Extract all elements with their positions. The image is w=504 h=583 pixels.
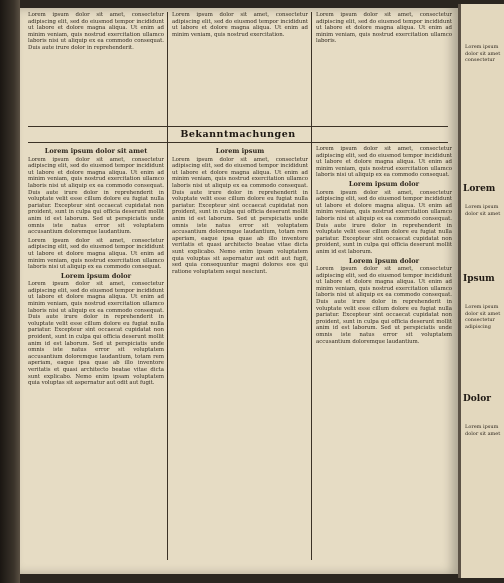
column-1-notice-2-text: Lorem ipsum dolor sit amet, consectetur adipiscing elit, sed do eiusmod tempor incididunt ut labore et dolore magna aliqua. Ut enim ad minim veniam, quis nostrud exercitation ullamco laboris nisi ut aliquip ex ea commodo consequat. (28, 237, 164, 271)
column-1-notice-1-text: Lorem ipsum dolor sit amet, consectetur adipiscing elit, sed do eiusmod tempor incididunt ut labore et dolore magna aliqua. Ut enim ad minim veniam, quis nostrud exercitation ullamco laboris nisi ut aliquip ex ea commodo consequat. Duis aute irure dolor in reprehenderit in voluptate velit esse cillum dolore eu fugiat nulla pariatur. Excepteur sint occaecat cupidatat non proident, sunt in culpa qui officia deserunt mollit anim id est laborum. Sed ut perspiciatis unde omnis iste natus error sit voluptatem accusantium doloremque laudantium. (28, 156, 164, 236)
edge-text-1: Lorem ipsum dolor sit amet consectetur (465, 44, 501, 63)
edge-heading-2: Ipsum (463, 274, 495, 284)
column-2-notice-1-text: Lorem ipsum dolor sit amet, consectetur adipiscing elit, sed do eiusmod tempor incididunt ut labore et dolore magna aliqua. Ut enim ad minim veniam, quis nostrud exercitation ullamco laboris nisi ut aliquip ex ea commodo consequat. Duis aute irure dolor in reprehenderit in voluptate velit esse cillum dolore eu fugiat nulla pariatur. Excepteur sint occaecat cupidatat non proident, sunt in culpa qui officia deserunt mollit anim id est laborum. Sed ut perspiciatis unde omnis iste natus error sit voluptatem accusantium doloremque laudantium, totam rem aperiam, eaque ipsa quae ab illo inventore veritatis et quasi architecto beatae vitae dicta sunt explicabo. Nemo enim ipsam voluptatem quia voluptas sit aspernatur aut odit aut fugit, sed quia consequuntur magni dolores eos qui ratione voluptatem sequi nesciunt. (172, 156, 308, 275)
column-1-notice-1-heading: Lorem ipsum dolor sit amet (44, 147, 148, 155)
column-3-notice-3-text: Lorem ipsum dolor sit amet, consectetur adipiscing elit, sed do eiusmod tempor incididunt ut labore et dolore magna aliqua. Ut enim ad minim veniam, quis nostrud exercitation ullamco laboris nisi ut aliquip ex ea commodo consequat. Duis aute irure dolor in reprehenderit in voluptate velit esse cillum dolore eu fugiat nulla pariatur. Excepteur sint occaecat cupidatat non proident, sunt in culpa qui officia deserunt mollit anim id est laborum. Sed ut perspiciatis unde omnis iste natus error sit voluptatem accusantium doloremque laudantium. (316, 266, 452, 345)
column-rule-2 (311, 12, 312, 560)
column-3-notice-2-heading: Lorem ipsum dolor (348, 179, 420, 188)
section-bottom-rule (28, 142, 448, 143)
adjacent-page-edge (458, 4, 504, 578)
column-3-notice-1-text: Lorem ipsum dolor sit amet, consectetur adipiscing elit, sed do eiusmod tempor incididunt ut labore et dolore magna aliqua. Ut enim ad minim veniam, quis nostrud exercitation ullamco laboris nisi ut aliquip ex ea commodo consequat. (316, 146, 452, 179)
column-1-notice-3-text: Lorem ipsum dolor sit amet, consectetur adipiscing elit, sed do eiusmod tempor incididunt ut labore et dolore magna aliqua. Ut enim ad minim veniam, quis nostrud exercitation ullamco laboris nisi ut aliquip ex ea commodo consequat. Duis aute irure dolor in reprehenderit in voluptate velit esse cillum dolore eu fugiat nulla pariatur. Excepteur sint occaecat cupidatat non proident, sunt in culpa qui officia deserunt mollit anim id est laborum. Sed ut perspiciatis unde omnis iste natus error sit voluptatem accusantium doloremque laudantium, totam rem aperiam, eaque ipsa quae ab illo inventore veritatis et quasi architecto beatae vitae dicta sunt explicabo. Nemo enim ipsam voluptatem quia voluptas sit aspernatur aut odit aut fugit. (28, 281, 164, 387)
column-2-top-text: Lorem ipsum dolor sit amet, consectetur adipiscing elit, sed do eiusmod tempor incididunt ut labore et dolore magna aliqua. Ut enim ad minim veniam, quis nostrud exercitation. (172, 12, 308, 38)
column-3-notice-2-text: Lorem ipsum dolor sit amet, consectetur adipiscing elit, sed do eiusmod tempor incididunt ut labore et dolore magna aliqua. Ut enim ad minim veniam, quis nostrud exercitation ullamco laboris nisi ut aliquip ex ea commodo consequat. Duis aute irure dolor in reprehenderit in voluptate velit esse cillum dolore eu fugiat nulla pariatur. Excepteur sint occaecat cupidatat non proident, sunt in culpa qui officia deserunt mollit anim id est laborum. (316, 189, 452, 255)
section-top-rule (28, 126, 448, 127)
edge-text-2: Lorem ipsum dolor sit amet (465, 204, 501, 217)
edge-heading-1: Lorem (463, 184, 496, 194)
column-3-body (316, 146, 452, 560)
edge-heading-3: Dolor (463, 394, 491, 404)
edge-text-3: Lorem ipsum dolor sit amet consectetur adipiscing (465, 304, 501, 330)
column-2-notice-1-heading: Lorem ipsum (215, 147, 265, 155)
column-3-notice-3-heading: Lorem ipsum dolor (348, 256, 420, 265)
edge-text-4: Lorem ipsum dolor sit amet (465, 424, 501, 437)
column-1-top (28, 12, 164, 122)
column-1-body (28, 146, 164, 560)
column-3-top (316, 12, 452, 122)
book-binding (0, 0, 20, 583)
section-title: Bekanntmachungen (180, 129, 296, 140)
column-1-top-text: Lorem ipsum dolor sit amet, consectetur adipiscing elit, sed do eiusmod tempor incididunt ut labore et dolore magna aliqua. Ut enim ad minim veniam, quis nostrud exercitation ullamco laboris nisi ut aliquip ex ea commodo consequat. Duis aute irure dolor in reprehenderit. (28, 12, 164, 51)
column-rule-1 (167, 12, 168, 560)
column-1-notice-3-heading: Lorem ipsum dolor (60, 271, 132, 280)
column-2-body (172, 146, 308, 560)
column-2-top (172, 12, 308, 122)
column-3-top-text: Lorem ipsum dolor sit amet, consectetur adipiscing elit, sed do eiusmod tempor incididunt ut labore et dolore magna aliqua. Ut enim ad minim veniam, quis nostrud exercitation ullamco laboris. (316, 12, 452, 45)
